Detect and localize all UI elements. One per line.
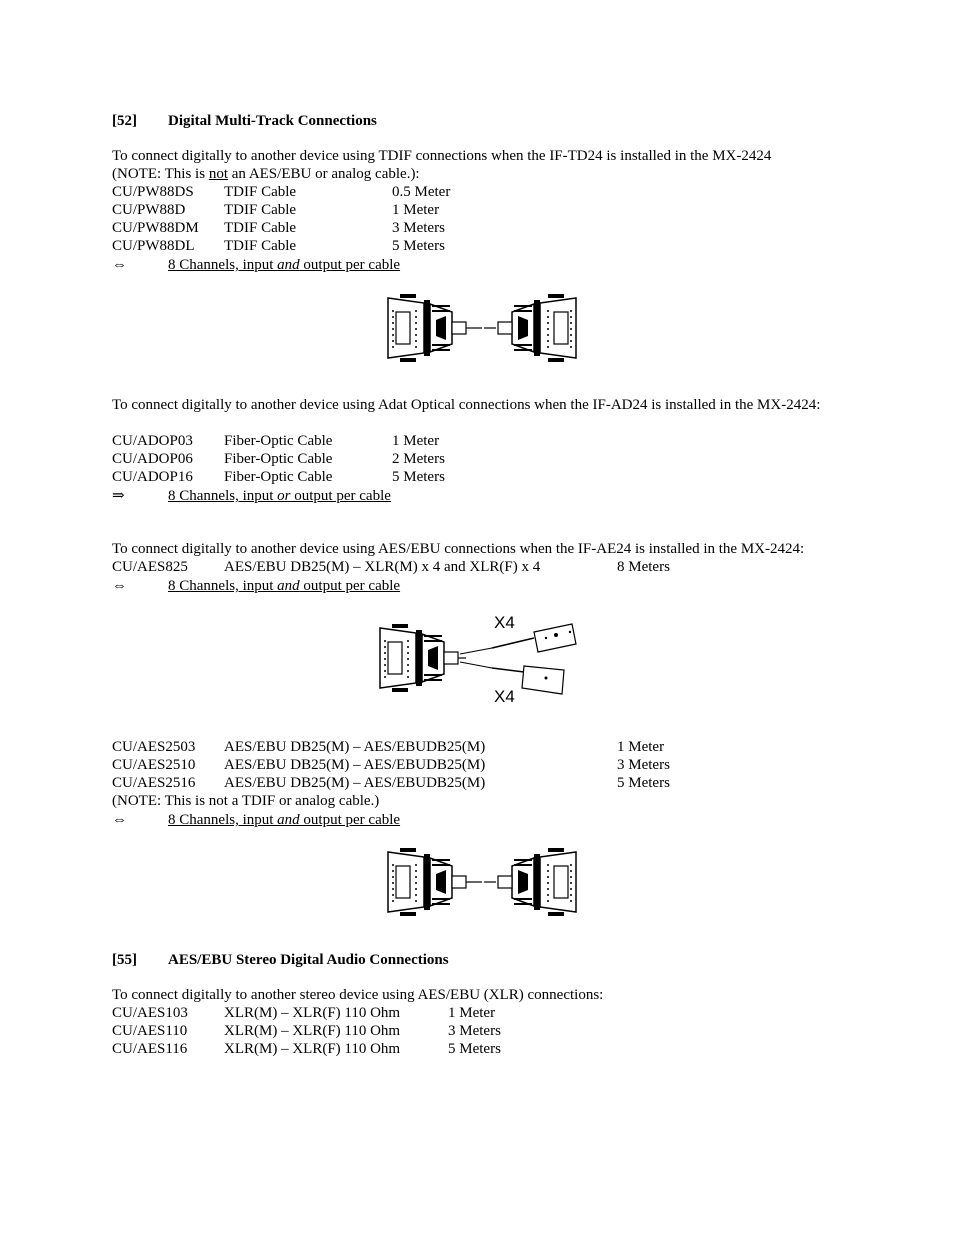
- table-row-desc: Fiber-Optic Cable: [224, 469, 333, 485]
- table-row-part: CU/AES2503: [112, 739, 196, 755]
- db25-cable-figure: [384, 292, 584, 364]
- table-row-desc: TDIF Cable: [224, 184, 297, 200]
- table-row-part: CU/ADOP16: [112, 469, 193, 485]
- table-row-length: 3 Meters: [617, 757, 670, 773]
- table-row-part: CU/ADOP06: [112, 451, 193, 467]
- adat-intro: To connect digitally to another device using Adat Optical connections when the IF-AD24 is installed in the MX-2424:: [112, 397, 821, 413]
- table-row-part: CU/PW88DS: [112, 184, 194, 200]
- table-row-desc: AES/EBU DB25(M) – AES/EBUDB25(M): [224, 757, 486, 773]
- table-row-part: CU/ADOP03: [112, 433, 193, 449]
- table-row-length: 0.5 Meter: [392, 184, 451, 200]
- channels-note: 8 Channels, input and output per cable: [168, 257, 401, 273]
- table-row-length: 3 Meters: [448, 1023, 501, 1039]
- table-row-desc: TDIF Cable: [224, 220, 297, 236]
- table-row-desc: AES/EBU DB25(M) – AES/EBUDB25(M): [224, 775, 486, 791]
- db25-to-xlr-figure: [374, 610, 584, 706]
- table-row-desc: TDIF Cable: [224, 238, 297, 254]
- table-row-desc: AES/EBU DB25(M) – AES/EBUDB25(M): [224, 739, 486, 755]
- table-row-part: CU/AES825: [112, 559, 188, 575]
- table-row-length: 1 Meter: [392, 202, 440, 218]
- table-row-part: CU/PW88DL: [112, 238, 195, 254]
- table-row-part: CU/PW88DM: [112, 220, 199, 236]
- right-arrow-icon: ⇒: [112, 488, 125, 504]
- table-row-length: 5 Meters: [392, 469, 445, 485]
- section-title: Digital Multi-Track Connections: [168, 113, 377, 129]
- bidirectional-arrow-icon: ⇔: [112, 812, 127, 828]
- tdif-intro: To connect digitally to another device using TDIF connections when the IF-TD24 is installed in the MX-2424: [112, 148, 772, 164]
- table-row-length: 8 Meters: [617, 559, 670, 575]
- table-row-desc: XLR(M) – XLR(F) 110 Ohm: [224, 1023, 401, 1039]
- table-row-part: CU/PW88D: [112, 202, 186, 218]
- figure-label-bottom: X4: [494, 687, 515, 706]
- bidirectional-arrow-icon: ⇔: [112, 257, 127, 273]
- db25-cable-figure: [384, 846, 584, 918]
- table-row-length: 2 Meters: [392, 451, 445, 467]
- figure-label-top: X4: [494, 613, 515, 632]
- table-row-length: 1 Meter: [392, 433, 440, 449]
- table-row-length: 5 Meters: [392, 238, 445, 254]
- table-row-desc: XLR(M) – XLR(F) 110 Ohm: [224, 1005, 401, 1021]
- channels-note: 8 Channels, input and output per cable: [168, 812, 401, 828]
- table-row-length: 3 Meters: [392, 220, 445, 236]
- table-row-desc: AES/EBU DB25(M) – XLR(M) x 4 and XLR(F) x 4: [224, 559, 541, 575]
- tdif-note: (NOTE: This is not an AES/EBU or analog cable.):: [112, 166, 420, 182]
- table-row-part: CU/AES2510: [112, 757, 196, 773]
- table-row-part: CU/AES103: [112, 1005, 188, 1021]
- bidirectional-arrow-icon: ⇔: [112, 578, 127, 594]
- channels-note: 8 Channels, input or output per cable: [168, 488, 391, 504]
- table-row-desc: Fiber-Optic Cable: [224, 451, 333, 467]
- channels-note: 8 Channels, input and output per cable: [168, 578, 401, 594]
- table-row-length: 5 Meters: [448, 1041, 501, 1057]
- section-number: [55]: [112, 952, 137, 968]
- table-row-desc: TDIF Cable: [224, 202, 297, 218]
- table-row-desc: XLR(M) – XLR(F) 110 Ohm: [224, 1041, 401, 1057]
- section-number: [52]: [112, 113, 137, 129]
- table-row-length: 1 Meter: [448, 1005, 496, 1021]
- aes-intro: To connect digitally to another device using AES/EBU connections when the IF-AE24 is installed in the MX-2424:: [112, 541, 805, 557]
- table-row-length: 1 Meter: [617, 739, 665, 755]
- table-row-part: CU/AES110: [112, 1023, 188, 1039]
- stereo-intro: To connect digitally to another stereo device using AES/EBU (XLR) connections:: [112, 987, 604, 1003]
- section-title: AES/EBU Stereo Digital Audio Connections: [168, 952, 449, 968]
- table-row-length: 5 Meters: [617, 775, 670, 791]
- table-row-part: CU/AES2516: [112, 775, 196, 791]
- aes25-note: (NOTE: This is not a TDIF or analog cable.): [112, 793, 380, 809]
- table-row-part: CU/AES116: [112, 1041, 188, 1057]
- table-row-desc: Fiber-Optic Cable: [224, 433, 333, 449]
